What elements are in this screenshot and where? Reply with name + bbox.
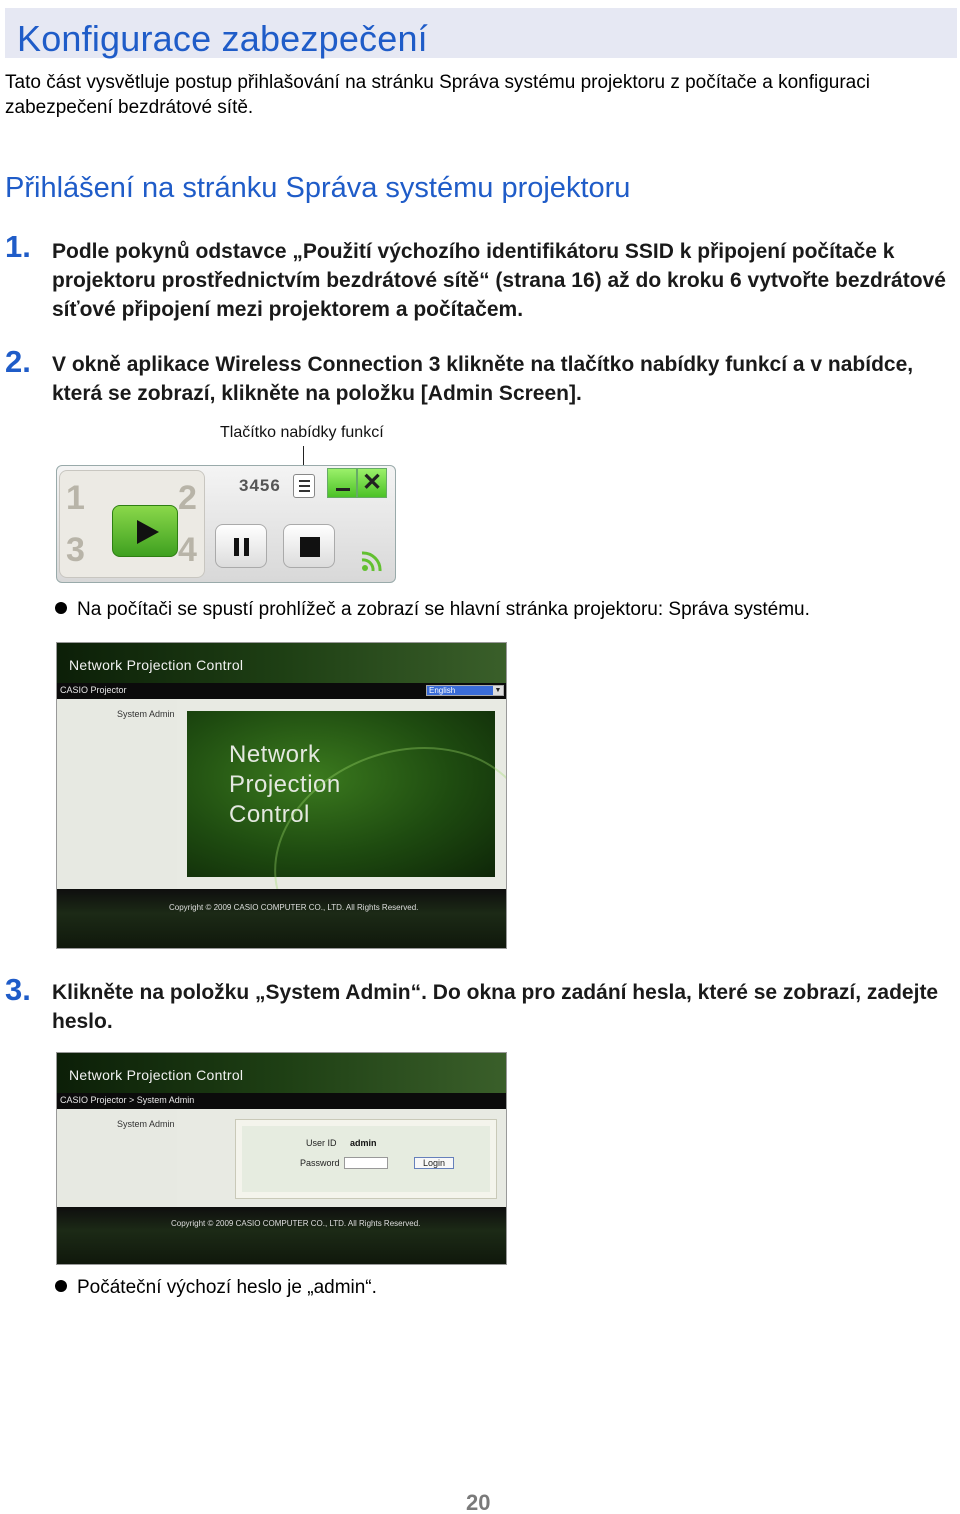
quadrant-3-button[interactable]: 3 [66, 531, 85, 569]
system-admin-link[interactable]: System Admin [117, 709, 175, 719]
hero-line: Network [229, 741, 321, 768]
browser-screenshot-login [56, 1052, 507, 1265]
page-number: 20 [466, 1490, 491, 1514]
hero-line: Control [229, 801, 310, 828]
play-icon[interactable] [112, 505, 178, 557]
intro-text: Tato část vysvětluje postup přihlašování na stránku Správa systému projektoru z počítače a konfiguraci zabezpečení bezdrátové sítě. [5, 72, 870, 118]
user-id-label: User ID [306, 1138, 337, 1148]
breadcrumb-text: CASIO Projector > System Admin [60, 1095, 195, 1105]
chevron-down-icon: ▼ [494, 687, 502, 694]
login-panel-inner [242, 1126, 490, 1192]
npc-footer [57, 889, 506, 949]
quadrant-2-button[interactable]: 2 [178, 479, 197, 517]
bullet-dot-icon [55, 602, 67, 614]
signal-icon [359, 546, 387, 574]
bullet-item [55, 1276, 377, 1300]
breadcrumb-text: CASIO Projector [60, 685, 127, 695]
login-button[interactable]: Login [414, 1157, 454, 1169]
step-number: 2. [5, 344, 31, 379]
language-select[interactable] [426, 685, 504, 696]
bullet-dot-icon [55, 1280, 67, 1292]
wireless-connection-window [56, 465, 396, 583]
close-icon[interactable]: ✕ [357, 468, 387, 498]
npc-hero-image [187, 711, 495, 877]
quadrant-4-button[interactable]: 4 [178, 531, 197, 569]
language-value: English [429, 686, 456, 695]
system-admin-link[interactable]: System Admin [117, 1119, 175, 1129]
breadcrumb [57, 683, 506, 699]
npc-sidebar [57, 699, 177, 889]
title-bar [5, 8, 957, 58]
bullet-text: Na počítači se spustí prohlížeč a zobrazí se hlavní stránka projektoru: Správa systému. [77, 599, 810, 620]
npc-header [57, 643, 506, 683]
step-text: Podle pokynů odstavce „Použití výchozího identifikátoru SSID k připojení počítače k projektoru prostřednictvím bezdrátové sítě“ (strana 16) až do kroku 6 vytvořte bezdrátové síťové připojení mezi projektorem a počítačem. [52, 240, 946, 321]
section-heading: Přihlášení na stránku Správa systému projektoru [5, 172, 631, 204]
callout-label: Tlačítko nabídky funkcí [220, 424, 384, 441]
menu-icon[interactable] [293, 474, 315, 498]
stop-icon[interactable] [283, 524, 335, 568]
login-panel [235, 1119, 497, 1199]
pause-icon[interactable] [215, 524, 267, 568]
quadrant-1-button[interactable]: 1 [66, 479, 85, 517]
npc-header-title: Network Projection Control [69, 657, 244, 673]
step-number: 3. [5, 972, 31, 1007]
page-title: Konfigurace zabezpečení [17, 18, 428, 59]
breadcrumb [57, 1093, 506, 1109]
copyright-text: Copyright © 2009 CASIO COMPUTER CO., LTD. All Rights Reserved. [171, 1219, 421, 1228]
user-id-value: admin [350, 1138, 377, 1148]
hero-line: Projection [229, 771, 341, 798]
step-number: 1. [5, 229, 31, 264]
npc-sidebar [57, 1109, 177, 1209]
connection-id: 3456 [239, 476, 281, 495]
bullet-item [55, 598, 810, 622]
copyright-text: Copyright © 2009 CASIO COMPUTER CO., LTD. All Rights Reserved. [169, 903, 419, 912]
password-field[interactable] [344, 1157, 388, 1169]
npc-header-title: Network Projection Control [69, 1067, 244, 1083]
step-text: V okně aplikace Wireless Connection 3 klikněte na tlačítko nabídky funkcí a v nabídce, která se zobrazí, klikněte na položku [Admin Screen]. [52, 353, 914, 405]
npc-footer [57, 1207, 506, 1265]
browser-screenshot-main [56, 642, 507, 949]
password-label: Password [300, 1158, 340, 1168]
step-text: Klikněte na položku „System Admin“. Do okna pro zadání hesla, které se zobrazí, zadejte heslo. [52, 981, 939, 1033]
npc-header [57, 1053, 506, 1093]
quadrant-panel [59, 470, 205, 578]
minimize-icon[interactable] [327, 468, 357, 498]
bullet-text: Počáteční výchozí heslo je „admin“. [77, 1277, 377, 1298]
